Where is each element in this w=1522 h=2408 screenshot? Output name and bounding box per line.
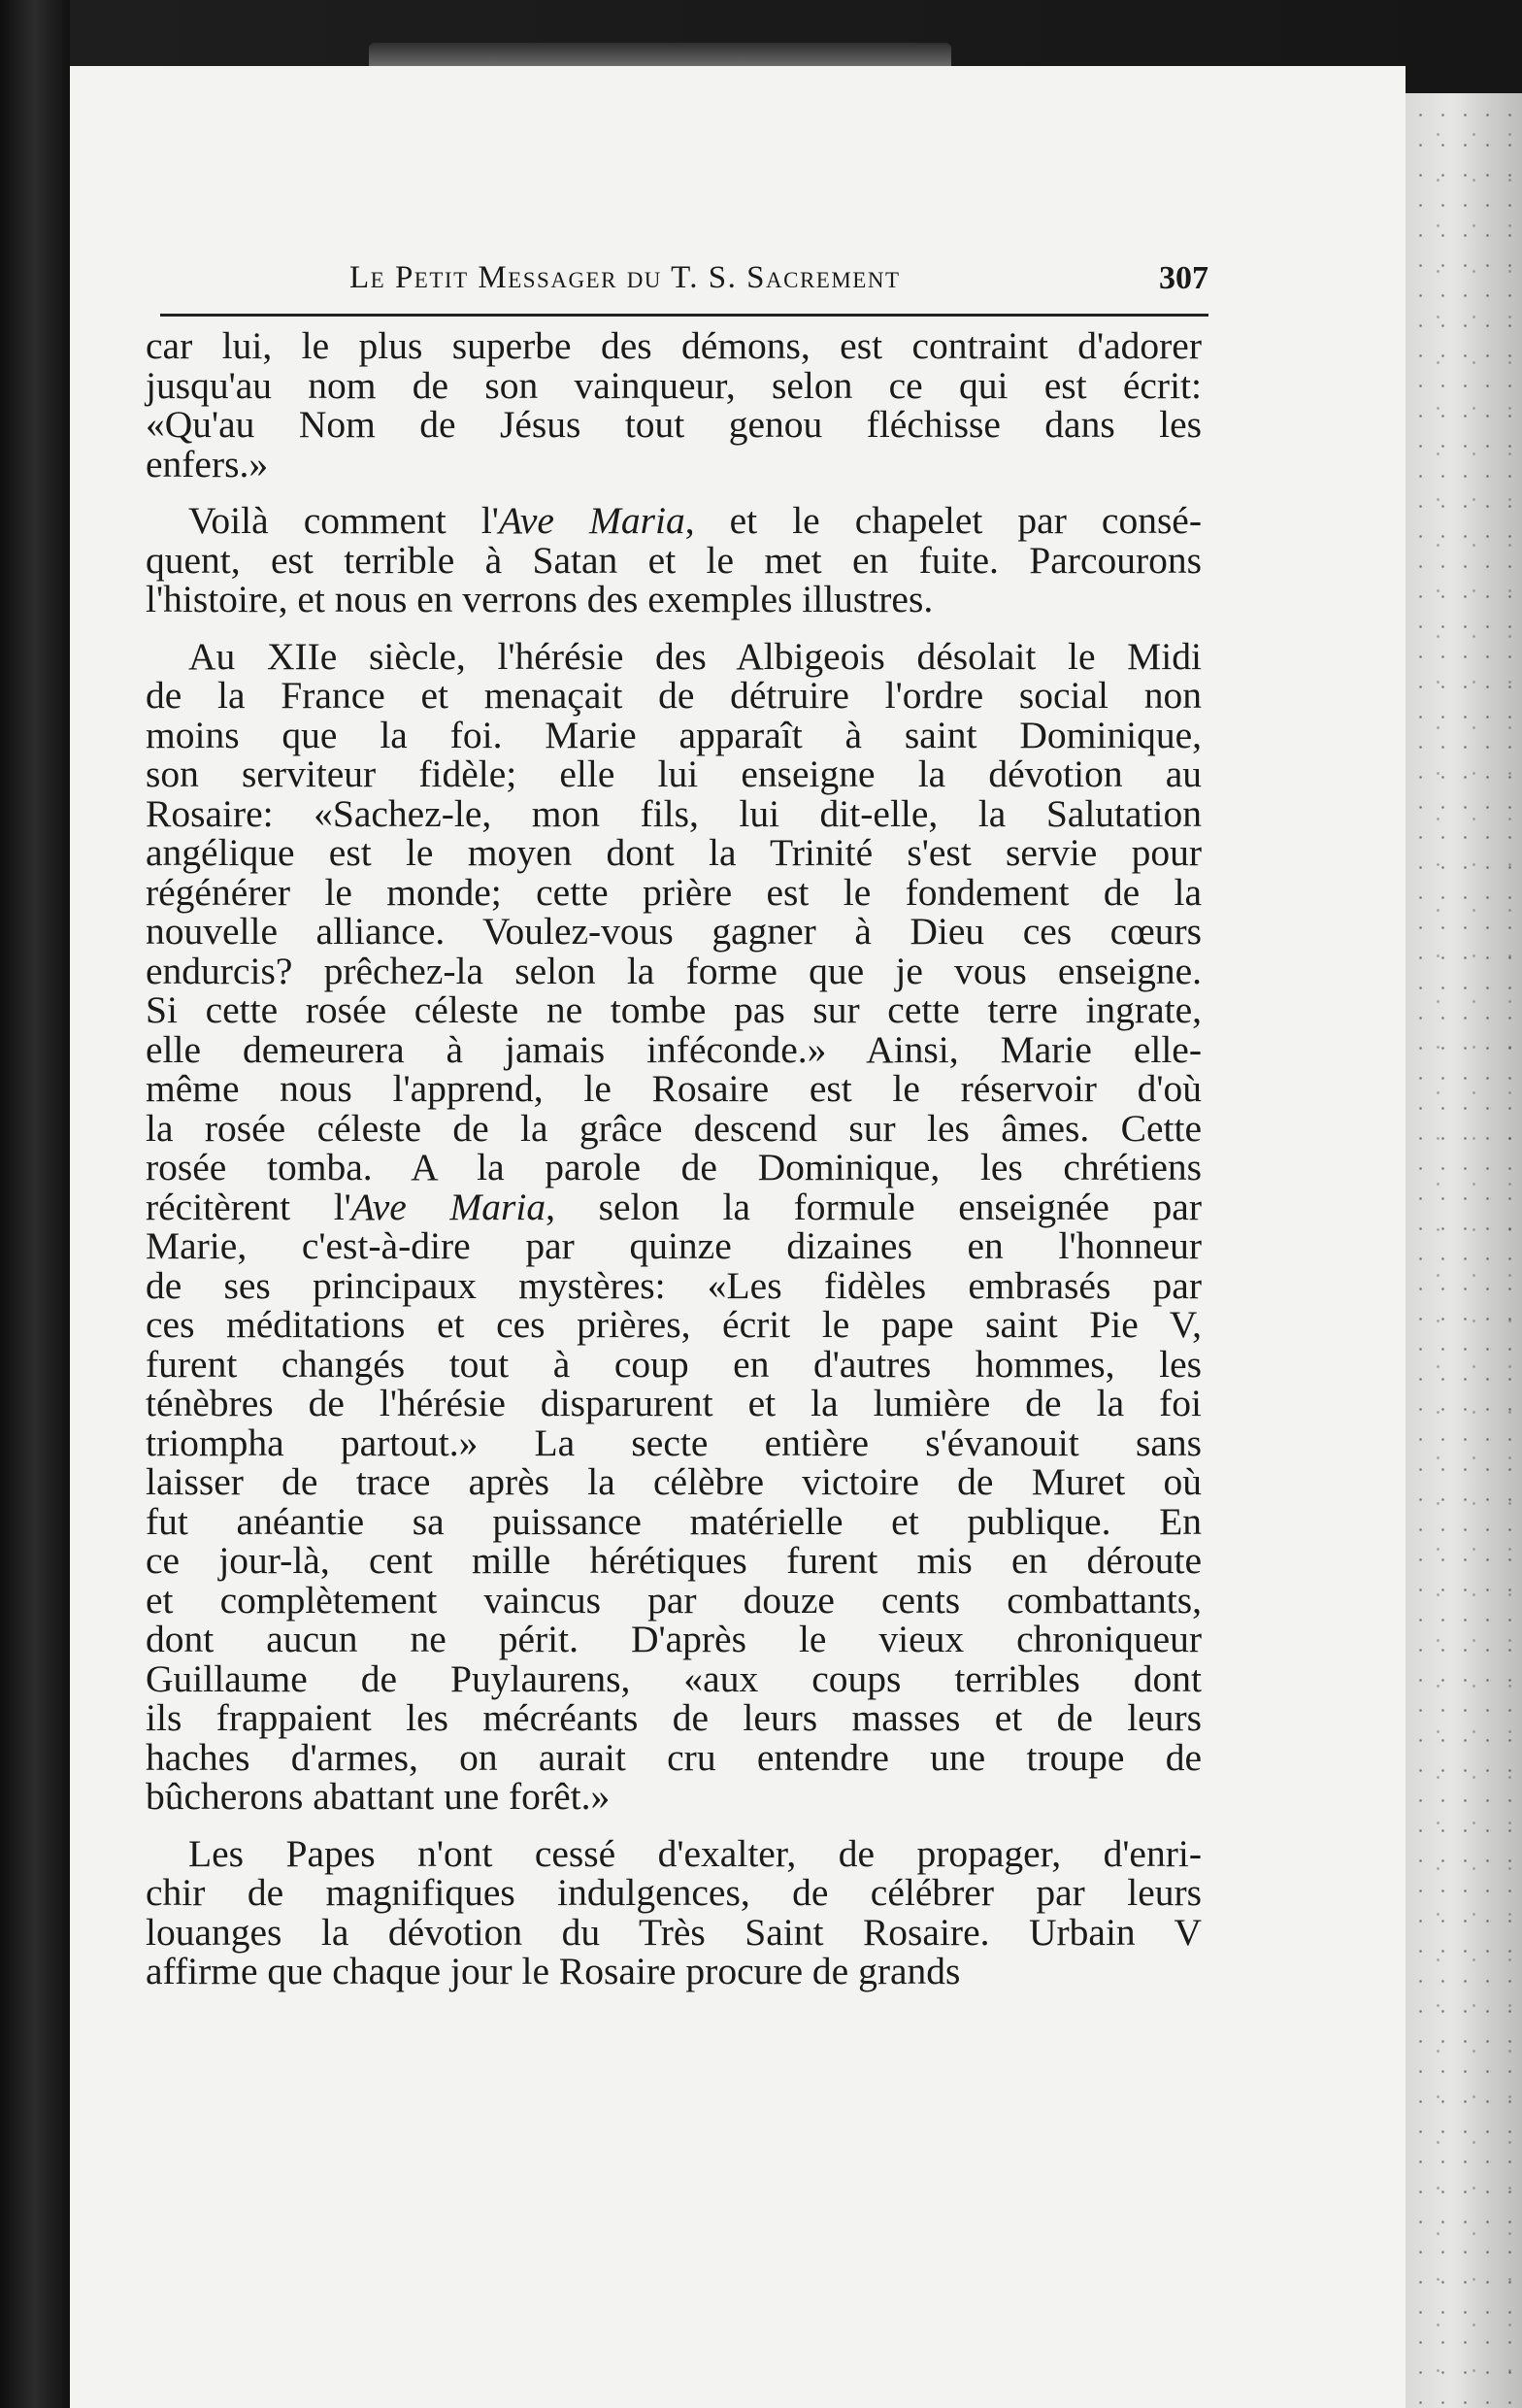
text-line: ces méditations et ces prières, écrit le pape saint Pie V,	[146, 1303, 1202, 1346]
text-line: rosée tomba. A la parole de Dominique, les chrétiens	[146, 1146, 1202, 1188]
text-line: Au XIIe siècle, l'hérésie des Albigeois désolait le Midi	[188, 634, 1202, 678]
running-title: Le Petit Messager du T. S. Sacrement	[349, 260, 901, 295]
text-line: Guillaume de Puylaurens, «aux coups terribles dont	[146, 1656, 1202, 1700]
text-line: chir de magnifiques indulgences, de célébrer par leurs	[146, 1871, 1202, 1914]
text-line: angélique est le moyen dont la Trinité s'est servie pour	[146, 831, 1202, 874]
text-line: dont aucun ne périt. D'après le vieux chroniqueur	[146, 1618, 1202, 1660]
text-line: jusqu'au nom de son vainqueur, selon ce qui est écrit:	[146, 363, 1202, 407]
text-line: furent changés tout à coup en d'autres hommes, les	[146, 1342, 1202, 1386]
text-line: récitèrent l'Ave Maria, selon la formule enseignée par	[146, 1185, 1202, 1228]
text-line: fut anéantie sa puissance matérielle et publique. En	[146, 1499, 1202, 1543]
text-line: même nous l'apprend, le Rosaire est le réservoir d'où	[146, 1067, 1202, 1110]
text-line: la rosée céleste de la grâce descend sur les âmes. Cette	[146, 1106, 1202, 1150]
text-line: louanges la dévotion du Très Saint Rosaire. Urbain V	[146, 1910, 1202, 1954]
text-line: triompha partout.» La secte entière s'évanouit sans	[146, 1421, 1202, 1464]
text-line: elle demeurera à jamais inféconde.» Ainsi, Marie elle-	[146, 1027, 1202, 1071]
text-line: de la France et menaçait de détruire l'ordre social non	[146, 674, 1202, 717]
text-line: endurcis? prêchez-la selon la forme que je vous enseigne.	[146, 949, 1202, 992]
text-line: car lui, le plus superbe des démons, est contraint d'adorer	[146, 324, 1202, 367]
text-line: haches d'armes, on aurait cru entendre une troupe de	[146, 1735, 1202, 1779]
text-line: ils frappaient les mécréants de leurs masses et de leurs	[146, 1696, 1202, 1739]
text-line: nouvelle alliance. Voulez-vous gagner à Dieu ces cœurs	[146, 910, 1202, 953]
text-line: Rosaire: «Sachez-le, mon fils, lui dit-elle, la Salutation	[146, 791, 1202, 835]
page-stack-edge	[1406, 93, 1522, 2408]
text-line: «Qu'au Nom de Jésus tout genou fléchisse dans les	[146, 403, 1202, 446]
text-line: de ses principaux mystères: «Les fidèles embrasés par	[146, 1263, 1202, 1307]
text-line: ténèbres de l'hérésie disparurent et la lumière de la foi	[146, 1382, 1202, 1424]
text-line: Si cette rosée céleste ne tombe pas sur cette terre ingrate,	[146, 988, 1202, 1031]
text-line: son serviteur fidèle; elle lui enseigne la dévotion au	[146, 752, 1202, 795]
body-text	[146, 326, 1202, 1991]
text-line: affirme que chaque jour le Rosaire procure de grands	[146, 1950, 961, 1992]
text-line: laisser de trace après la célèbre victoire de Muret où	[146, 1460, 1202, 1503]
text-line: et complètement vaincus par douze cents combattants,	[146, 1578, 1202, 1622]
text-line: enfers.»	[146, 442, 269, 485]
page-header	[160, 260, 1208, 317]
text-line: l'histoire, et nous en verrons des exemples illustres.	[146, 578, 934, 620]
text-line: Voilà comment l'Ave Maria, et le chapelet par consé-	[188, 499, 1202, 542]
text-line: régénérer le monde; cette prière est le fondement de la	[146, 870, 1202, 914]
text-line: Les Papes n'ont cessé d'exalter, de propager, d'enri-	[188, 1831, 1202, 1875]
text-line: moins que la foi. Marie apparaît à saint Dominique,	[146, 713, 1202, 756]
text-line: ce jour-là, cent mille hérétiques furent mis en déroute	[146, 1539, 1202, 1582]
header-rule	[160, 314, 1208, 317]
text-line: quent, est terrible à Satan et le met en fuite. Parcourons	[146, 538, 1202, 582]
paragraph-gap	[146, 619, 1202, 637]
text-line: bûcherons abattant une forêt.»	[146, 1775, 611, 1818]
page-number: 307	[1159, 260, 1208, 296]
text-line: Marie, c'est-à-dire par quinze dizaines en l'honneur	[146, 1224, 1202, 1267]
binding-shadow	[0, 0, 70, 2408]
paragraph-gap	[146, 1817, 1202, 1834]
